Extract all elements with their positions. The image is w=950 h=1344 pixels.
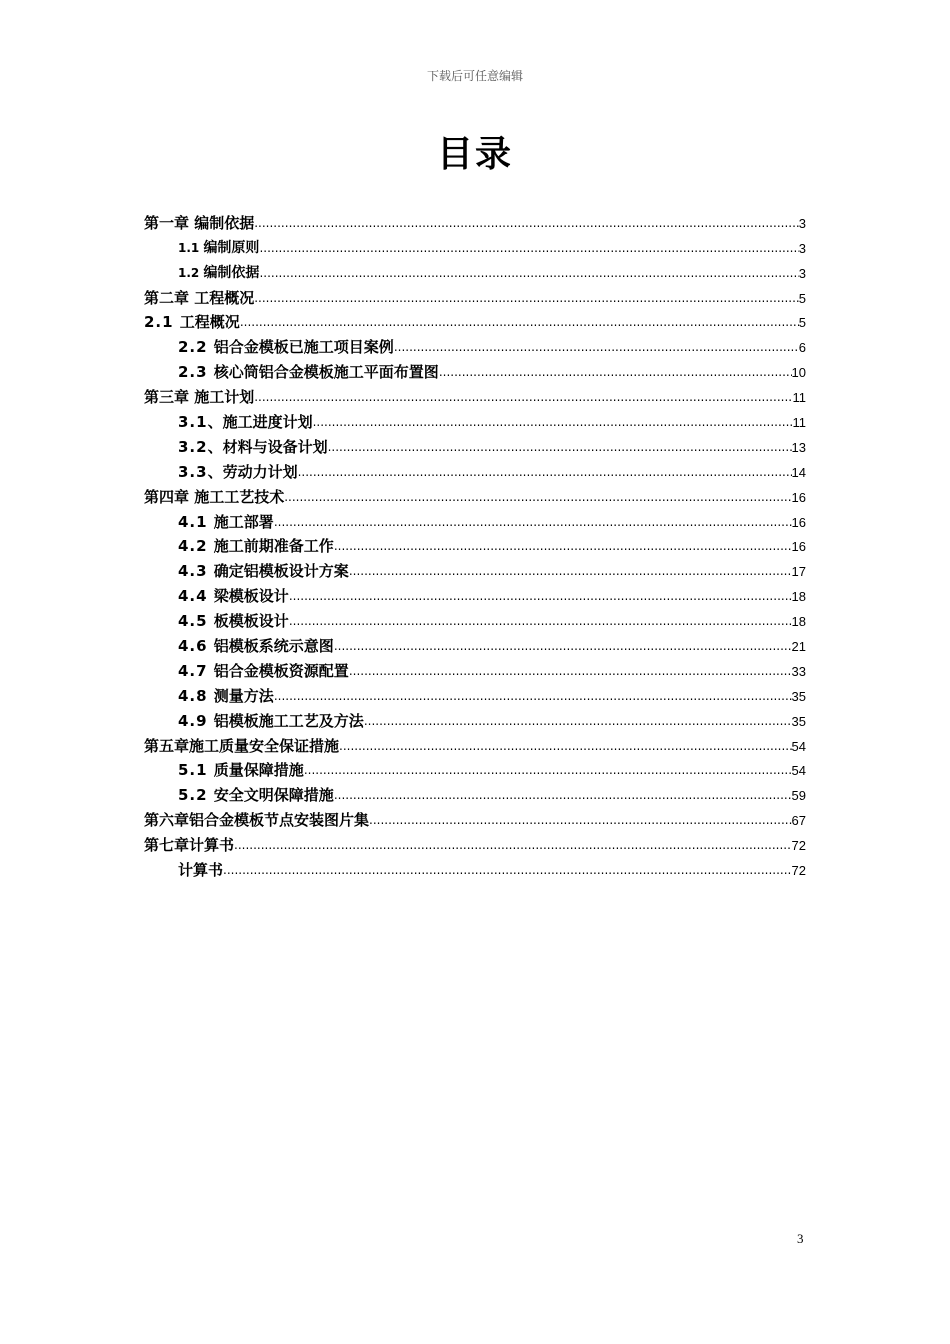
toc-entry-page: 18: [791, 614, 806, 630]
toc-entry-text: 测量方法: [213, 686, 274, 705]
toc-entry-text: 第三章 施工计划: [144, 388, 255, 407]
toc-entry[interactable]: [144, 232, 806, 257]
toc-entry-number: 4.4: [178, 587, 214, 606]
toc-entry-label: [178, 786, 334, 804]
toc-entry-label: [178, 637, 334, 655]
toc-entry-label: [144, 836, 234, 854]
toc-entry-page: 18: [791, 589, 806, 605]
toc-dot-leader: [289, 614, 792, 628]
toc-entry[interactable]: [144, 779, 806, 804]
toc-entry-number: 5.2: [178, 786, 214, 805]
toc-dot-leader: [349, 564, 792, 578]
toc-entry-label: [178, 587, 289, 605]
toc-entry[interactable]: [144, 555, 806, 580]
toc-dot-leader: [334, 639, 792, 653]
toc-entry-page: 54: [791, 763, 806, 779]
toc-entry-text: 确定铝模板设计方案: [213, 562, 349, 581]
toc-dot-leader: [328, 440, 792, 454]
toc-entry-text: 、材料与设备计划: [207, 437, 328, 456]
toc-entry-page: 33: [791, 663, 806, 679]
toc-entry-label: [178, 861, 223, 879]
toc-entry-text: 铝模板系统示意图: [213, 637, 334, 656]
toc-entry-label: [144, 737, 339, 755]
toc-entry[interactable]: [144, 506, 806, 531]
toc-dot-leader: [223, 863, 792, 877]
toc-entry-text: 铝合金模板已施工项目案例: [213, 338, 394, 357]
toc-entry-label: [178, 761, 304, 779]
toc-entry-label: [144, 289, 254, 307]
toc-entry-page: 13: [791, 439, 806, 455]
toc-entry[interactable]: [144, 331, 806, 356]
toc-dot-leader: [364, 714, 792, 728]
toc-entry[interactable]: [144, 381, 806, 406]
toc-entry-number: 2.2: [178, 338, 214, 357]
toc-entry[interactable]: [144, 755, 806, 780]
toc-entry-number: 4.6: [178, 637, 214, 656]
toc-entry-label: [144, 488, 284, 506]
toc-entry-number: 4.7: [178, 661, 214, 680]
toc-dot-leader: [289, 589, 792, 603]
toc-dot-leader: [274, 515, 792, 529]
toc-entry-page: 35: [791, 688, 806, 704]
toc-entry[interactable]: [144, 481, 806, 506]
toc-dot-leader: [298, 465, 792, 479]
toc-entry-page: 3: [798, 215, 806, 231]
toc-entry-number: 3.3: [178, 462, 208, 481]
toc-dot-leader: [339, 739, 792, 753]
toc-entry-label: [178, 687, 274, 705]
toc-entry-page: 5: [798, 315, 806, 331]
toc-entry-label: [178, 612, 289, 630]
toc-entry-number: 4.2: [178, 537, 214, 556]
toc-entry-label: [178, 413, 313, 431]
toc-entry-page: 14: [791, 464, 806, 480]
toc-entry-text: 编制依据: [203, 264, 260, 281]
toc-entry[interactable]: [144, 854, 806, 879]
toc-dot-leader: [274, 689, 792, 703]
toc-entry[interactable]: [144, 829, 806, 854]
toc-entry-text: 第四章 施工工艺技术: [144, 487, 285, 506]
toc-entry-text: 板模板设计: [213, 612, 289, 631]
toc-entry[interactable]: [144, 257, 806, 282]
table-of-contents: [144, 207, 806, 879]
toc-entry-page: 72: [791, 863, 806, 879]
toc-entry-number: 5.1: [178, 761, 214, 780]
toc-entry-text: 安全文明保障措施: [213, 786, 334, 805]
toc-entry-label: [178, 463, 298, 481]
toc-dot-leader: [394, 340, 799, 354]
toc-entry-page: 11: [792, 390, 806, 406]
toc-entry-label: [178, 338, 394, 356]
toc-entry-number: 4.1: [178, 512, 214, 531]
toc-dot-leader: [369, 813, 792, 827]
toc-entry-label: [178, 712, 364, 730]
toc-entry-number: 4.8: [178, 686, 214, 705]
toc-entry-page: 35: [791, 713, 806, 729]
toc-entry[interactable]: [144, 655, 806, 680]
toc-entry[interactable]: [144, 630, 806, 655]
toc-dot-leader: [254, 390, 792, 404]
toc-dot-leader: [334, 788, 792, 802]
toc-entry-page: 54: [791, 738, 806, 754]
toc-entry-page: 3: [798, 265, 806, 281]
toc-entry-page: 3: [798, 240, 806, 256]
toc-dot-leader: [439, 365, 792, 379]
toc-entry-text: 施工部署: [213, 512, 274, 531]
toc-entry[interactable]: [144, 406, 806, 431]
toc-entry-label: [178, 438, 328, 456]
toc-entry-text: 编制原则: [203, 239, 260, 256]
toc-entry[interactable]: [144, 356, 806, 381]
toc-entry-label: [178, 363, 439, 381]
toc-entry-label: [178, 537, 334, 555]
toc-entry-text: 第一章 编制依据: [144, 213, 255, 232]
toc-entry-label: [144, 313, 240, 331]
toc-entry[interactable]: [144, 730, 806, 755]
toc-entry-text: 铝合金模板资源配置: [213, 661, 349, 680]
toc-entry-number: 3.2: [178, 437, 208, 456]
toc-entry-text: 、劳动力计划: [207, 462, 298, 481]
toc-entry[interactable]: [144, 456, 806, 481]
toc-entry-page: 16: [791, 514, 806, 530]
toc-dot-leader: [304, 763, 792, 777]
toc-entry-page: 72: [791, 838, 806, 854]
toc-entry-label: [178, 264, 259, 282]
toc-dot-leader: [234, 838, 792, 852]
toc-dot-leader: [259, 266, 798, 280]
toc-entry[interactable]: [144, 531, 806, 556]
toc-dot-leader: [284, 490, 791, 504]
toc-entry-number: 4.9: [178, 711, 214, 730]
toc-entry-page: 67: [791, 813, 806, 829]
toc-entry-text: 梁模板设计: [213, 587, 289, 606]
page-title: 目录: [436, 134, 513, 175]
toc-entry-text: 质量保障措施: [213, 761, 304, 780]
toc-entry-page: 11: [792, 415, 806, 431]
toc-entry-page: 5: [798, 290, 806, 306]
toc-entry-page: 21: [791, 639, 806, 655]
toc-entry-page: 10: [791, 365, 806, 381]
toc-entry-text: 第七章计算书: [144, 836, 235, 855]
toc-entry[interactable]: [144, 431, 806, 456]
toc-entry-label: [178, 562, 349, 580]
toc-entry[interactable]: [144, 282, 806, 307]
toc-entry-text: 工程概况: [179, 313, 240, 332]
toc-dot-leader: [254, 291, 799, 305]
page-number: 3: [797, 1231, 804, 1246]
toc-entry-label: [144, 388, 254, 406]
toc-entry-text: 第六章铝合金模板节点安装图片集: [144, 811, 370, 830]
toc-entry-number: 1.2: [178, 265, 204, 280]
toc-entry[interactable]: [144, 605, 806, 630]
toc-entry-label: [178, 513, 274, 531]
toc-entry-label: [144, 811, 369, 829]
toc-entry[interactable]: [144, 580, 806, 605]
toc-entry-number: 2.3: [178, 363, 214, 382]
header-note: 下载后可任意编辑: [426, 69, 523, 83]
toc-entry-page: 6: [798, 340, 806, 356]
toc-entry-number: 3.1: [178, 413, 208, 432]
toc-entry[interactable]: [144, 680, 806, 705]
toc-dot-leader: [254, 216, 799, 230]
toc-entry-text: 第五章施工质量安全保证措施: [144, 736, 340, 755]
toc-entry-text: 核心筒铝合金模板施工平面布置图: [213, 363, 439, 382]
toc-entry-text: 第二章 工程概况: [144, 288, 255, 307]
toc-entry-page: 59: [791, 788, 806, 804]
toc-entry[interactable]: [144, 804, 806, 829]
toc-dot-leader: [313, 415, 793, 429]
toc-entry-label: [144, 214, 254, 232]
toc-entry-page: 17: [791, 564, 806, 580]
toc-entry[interactable]: [144, 207, 806, 232]
toc-dot-leader: [240, 315, 799, 329]
toc-entry-number: 1.1: [178, 240, 204, 255]
toc-entry-text: 计算书: [178, 861, 224, 880]
toc-entry-text: 施工前期准备工作: [213, 537, 334, 556]
toc-entry-text: 铝模板施工工艺及方法: [213, 711, 364, 730]
toc-entry-text: 、施工进度计划: [207, 413, 313, 432]
toc-dot-leader: [259, 241, 798, 255]
toc-entry-label: [178, 239, 259, 257]
toc-entry-page: 16: [791, 539, 806, 555]
toc-dot-leader: [334, 539, 792, 553]
toc-entry[interactable]: [144, 705, 806, 730]
toc-entry-number: 4.5: [178, 612, 214, 631]
toc-entry-number: 2.1: [144, 313, 180, 332]
toc-entry-number: 4.3: [178, 562, 214, 581]
toc-entry-page: 16: [791, 489, 806, 505]
toc-entry[interactable]: [144, 307, 806, 332]
toc-entry-label: [178, 662, 349, 680]
toc-dot-leader: [349, 664, 792, 678]
